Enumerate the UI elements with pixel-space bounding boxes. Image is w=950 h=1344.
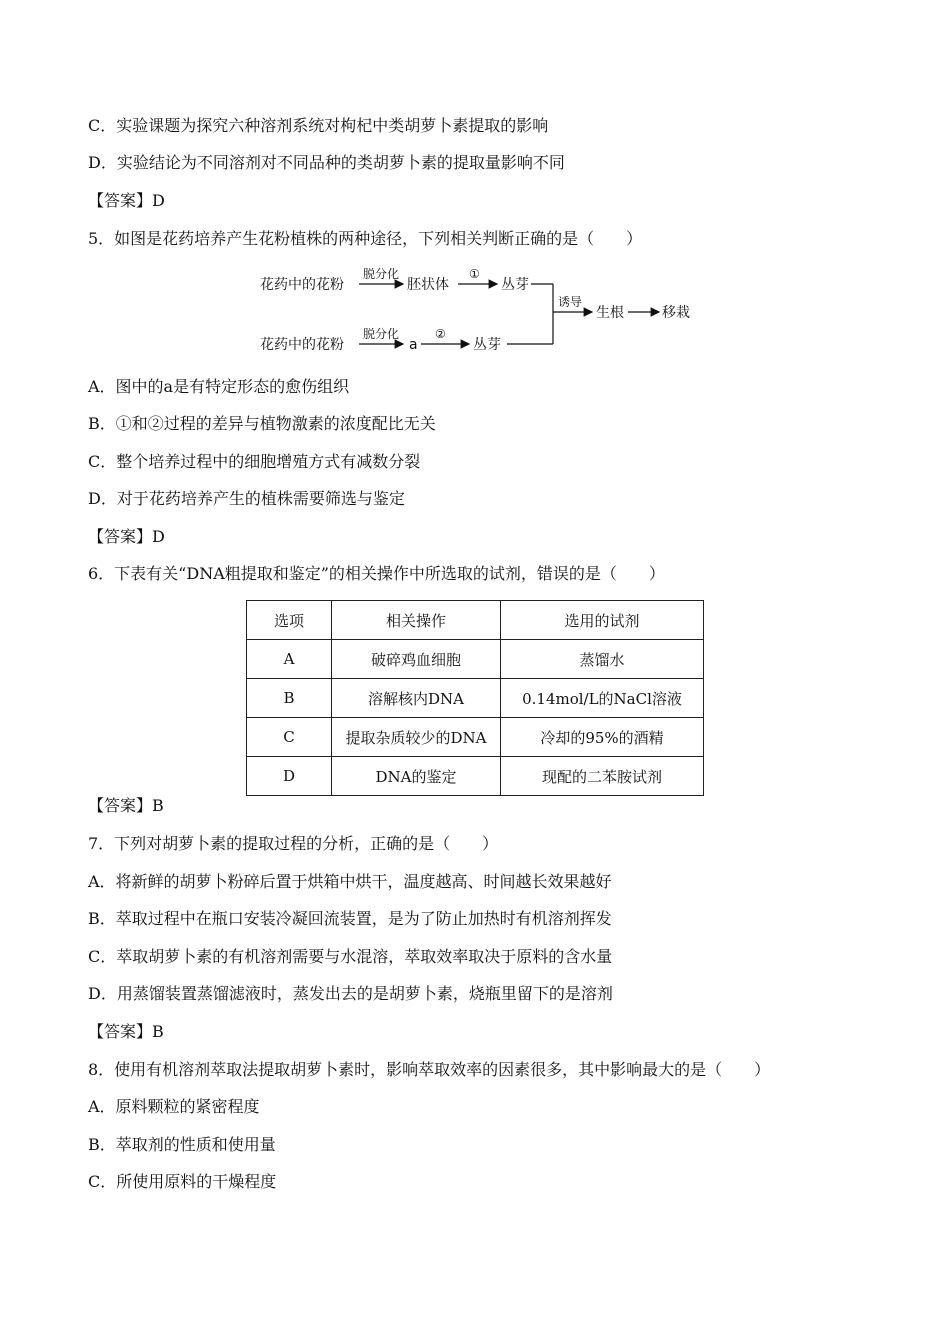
table-header-cell: 选用的试剂 [501,601,704,640]
table-cell: 冷却的95%的酒精 [501,718,704,757]
table-cell: 破碎鸡血细胞 [332,640,501,679]
diagram-start-2: 花药中的花粉 [260,337,344,353]
diagram-transplant: 移栽 [662,305,690,321]
table-cell: A [247,640,332,679]
diagram-arrow-1-label: 脱分化 [363,267,400,281]
diagram-embryoid: 胚状体 [407,277,449,293]
q5-flow-diagram [255,262,700,362]
q5-option-b: B．①和②过程的差异与植物激素的浓度配比无关 [88,414,436,433]
table-header-cell: 相关操作 [332,601,501,640]
table-row [247,640,704,679]
q8-stem: 8．使用有机溶剂萃取法提取胡萝卜素时，影响萃取效率的因素很多，其中影响最大的是（ ） [88,1060,771,1079]
q8-option-c: C．所使用原料的干燥程度 [88,1172,277,1191]
q4-option-c: C．实验课题为探究六种溶剂系统对枸杞中类胡萝卜素提取的影响 [88,116,549,135]
table-cell: DNA的鉴定 [332,757,501,796]
table-header-row [247,601,704,640]
table-row [247,718,704,757]
table-header-cell: 选项 [247,601,332,640]
table-cell: 现配的二苯胺试剂 [501,757,704,796]
q5-answer: 【答案】D [88,527,165,546]
q7-option-a: A．将新鲜的胡萝卜粉碎后置于烘箱中烘干，温度越高、时间越长效果越好 [88,872,612,891]
table-cell: 溶解核内DNA [332,679,501,718]
q7-option-d: D．用蒸馏装置蒸馏滤液时，蒸发出去的是胡萝卜素，烧瓶里留下的是溶剂 [88,984,613,1003]
diagram-root: 生根 [596,305,624,321]
diagram-buds-1: 丛芽 [501,277,529,293]
table-cell: 0.14mol/L的NaCl溶液 [501,679,704,718]
q4-answer: 【答案】D [88,191,165,210]
q7-stem: 7．下列对胡萝卜素的提取过程的分析，正确的是（ ） [88,834,499,853]
q5-option-d: D．对于花药培养产生的植株需要筛选与鉴定 [88,489,405,508]
diagram-induce: 诱导 [558,295,583,309]
table-cell: B [247,679,332,718]
q4-option-d: D．实验结论为不同溶剂对不同品种的类胡萝卜素的提取量影响不同 [88,153,565,172]
q5-option-c: C．整个培养过程中的细胞增殖方式有减数分裂 [88,452,421,471]
table-cell: C [247,718,332,757]
table-cell: 提取杂质较少的DNA [332,718,501,757]
q8-option-a: A．原料颗粒的紧密程度 [88,1097,260,1116]
diagram-arrow-2-label: 脱分化 [363,327,400,341]
table-cell: 蒸馏水 [501,640,704,679]
table-row [247,757,704,796]
q7-option-b: B．萃取过程中在瓶口安装冷凝回流装置，是为了防止加热时有机溶剂挥发 [88,909,612,928]
q5-option-a: A．图中的a是有特定形态的愈伤组织 [88,377,350,396]
table-cell: D [247,757,332,796]
q6-table [246,600,704,796]
diagram-step-2: ② [435,327,446,341]
table-row [247,679,704,718]
diagram-start-1: 花药中的花粉 [260,277,344,293]
diagram-buds-2: 丛芽 [473,337,501,353]
diagram-step-1: ① [469,267,480,281]
q6-answer: 【答案】B [88,796,164,815]
q8-option-b: B．萃取剂的性质和使用量 [88,1135,276,1154]
diagram-a: a [409,337,418,353]
q7-answer: 【答案】B [88,1022,164,1041]
q7-option-c: C．萃取胡萝卜素的有机溶剂需要与水混溶，萃取效率取决于原料的含水量 [88,947,613,966]
q5-stem: 5．如图是花药培养产生花粉植株的两种途径，下列相关判断正确的是（ ） [88,229,643,248]
q6-stem: 6．下表有关“DNA粗提取和鉴定”的相关操作中所选取的试剂，错误的是（ ） [88,564,665,583]
